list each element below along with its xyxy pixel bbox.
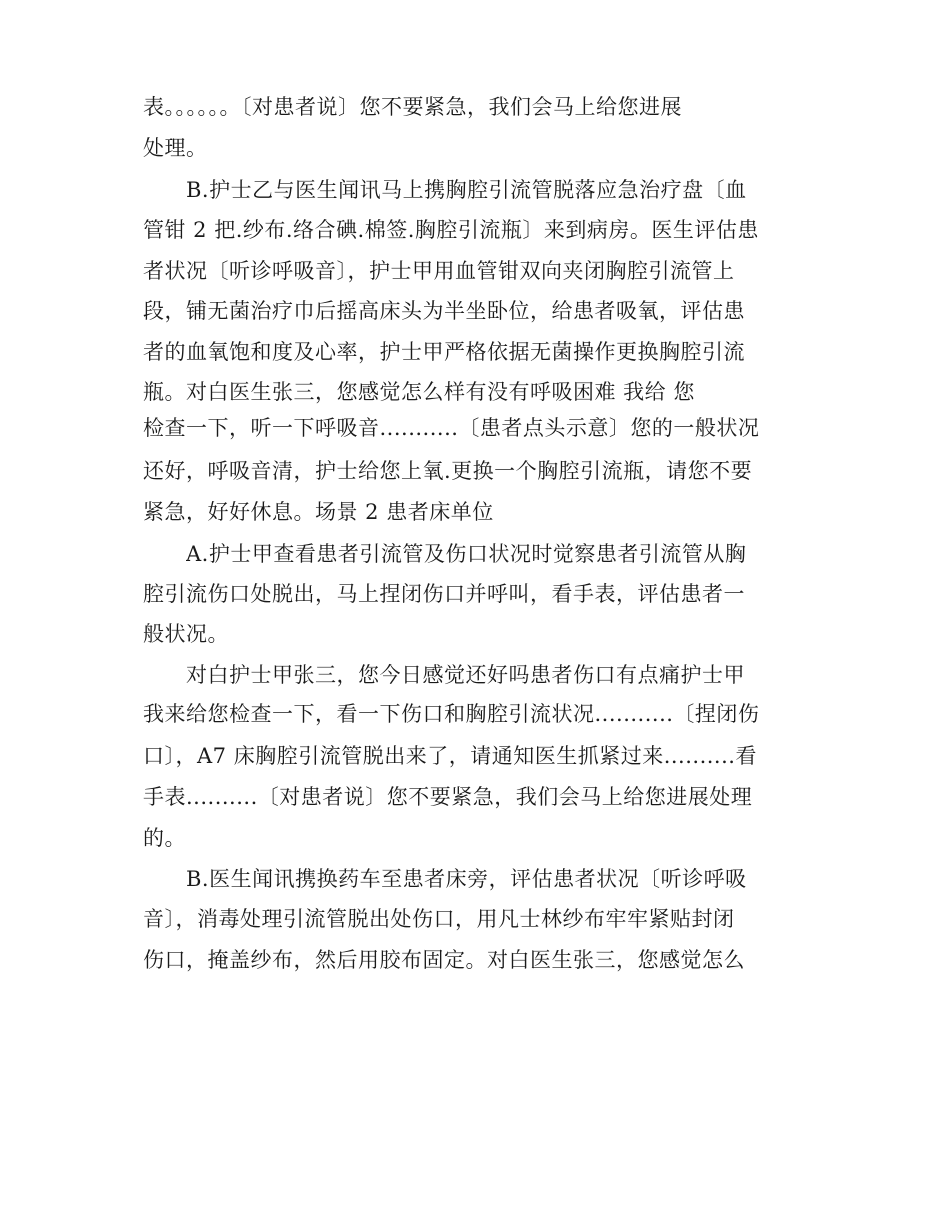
text-line: 表。。。。。。〔对患者说〕您不要紧急，我们会马上给您进展 <box>143 95 682 119</box>
text-line: 伤口，掩盖纱布，然后用胶布固定。对白医生张三，您感觉怎么 <box>143 948 745 972</box>
text-line: 处理。 <box>143 136 208 160</box>
text-line: 者的血氧饱和度及心率，护士甲严格依据无菌操作更换胸腔引流 <box>143 340 745 364</box>
text-line: 者状况〔听诊呼吸音〕，护士甲用血管钳双向夹闭胸腔引流管上 <box>143 259 735 283</box>
text-line: 手表..........〔对患者说〕您不要紧急，我们会马上给您进展处理 <box>143 785 753 809</box>
paragraph-start-line: B.护士乙与医生闻讯马上携胸腔引流管脱落应急治疗盘〔血 <box>186 178 747 202</box>
paragraph-start-line: 对白护士甲张三，您今日感觉还好吗患者伤口有点痛护士甲 <box>186 663 745 687</box>
text-line: 管钳 2 把.纱布.络合碘.棉签.胸腔引流瓶〕来到病房。医生评估患 <box>143 218 759 242</box>
text-line: 瓶。对白医生张三，您感觉怎么样有没有呼吸困难 我给 您 <box>143 380 695 404</box>
text-line: 般状况。 <box>143 622 229 646</box>
text-line: 我来给您检查一下，看一下伤口和胸腔引流状况...........〔捏闭伤 <box>143 702 760 726</box>
text-line: 音〕，消毒处理引流管脱出处伤口，用凡士林纱布牢牢紧贴封闭 <box>143 907 735 931</box>
text-line: 腔引流伤口处脱出，马上捏闭伤口并呼叫，看手表，评估患者一 <box>143 582 745 606</box>
text-line: 还好，呼吸音清，护士给您上氧.更换一个胸腔引流瓶，请您不要 <box>143 459 753 483</box>
paragraph-start-line: B.医生闻讯携换药车至患者床旁，评估患者状况〔听诊呼吸 <box>186 867 747 891</box>
text-line: 紧急，好好休息。场景 2 患者床单位 <box>143 500 494 524</box>
text-line: 检查一下，听一下呼吸音...........〔患者点头示意〕您的一般状况 <box>143 416 760 440</box>
text-line: 口〕，A7 床胸腔引流管脱出来了，请通知医生抓紧过来..........看 <box>143 744 757 768</box>
text-line: 段，铺无菌治疗巾后摇高床头为半坐卧位，给患者吸氧，评估患 <box>143 299 745 323</box>
paragraph-start-line: A.护士甲查看患者引流管及伤口状况时觉察患者引流管从胸 <box>186 542 747 566</box>
text-line: 的。 <box>143 826 186 850</box>
